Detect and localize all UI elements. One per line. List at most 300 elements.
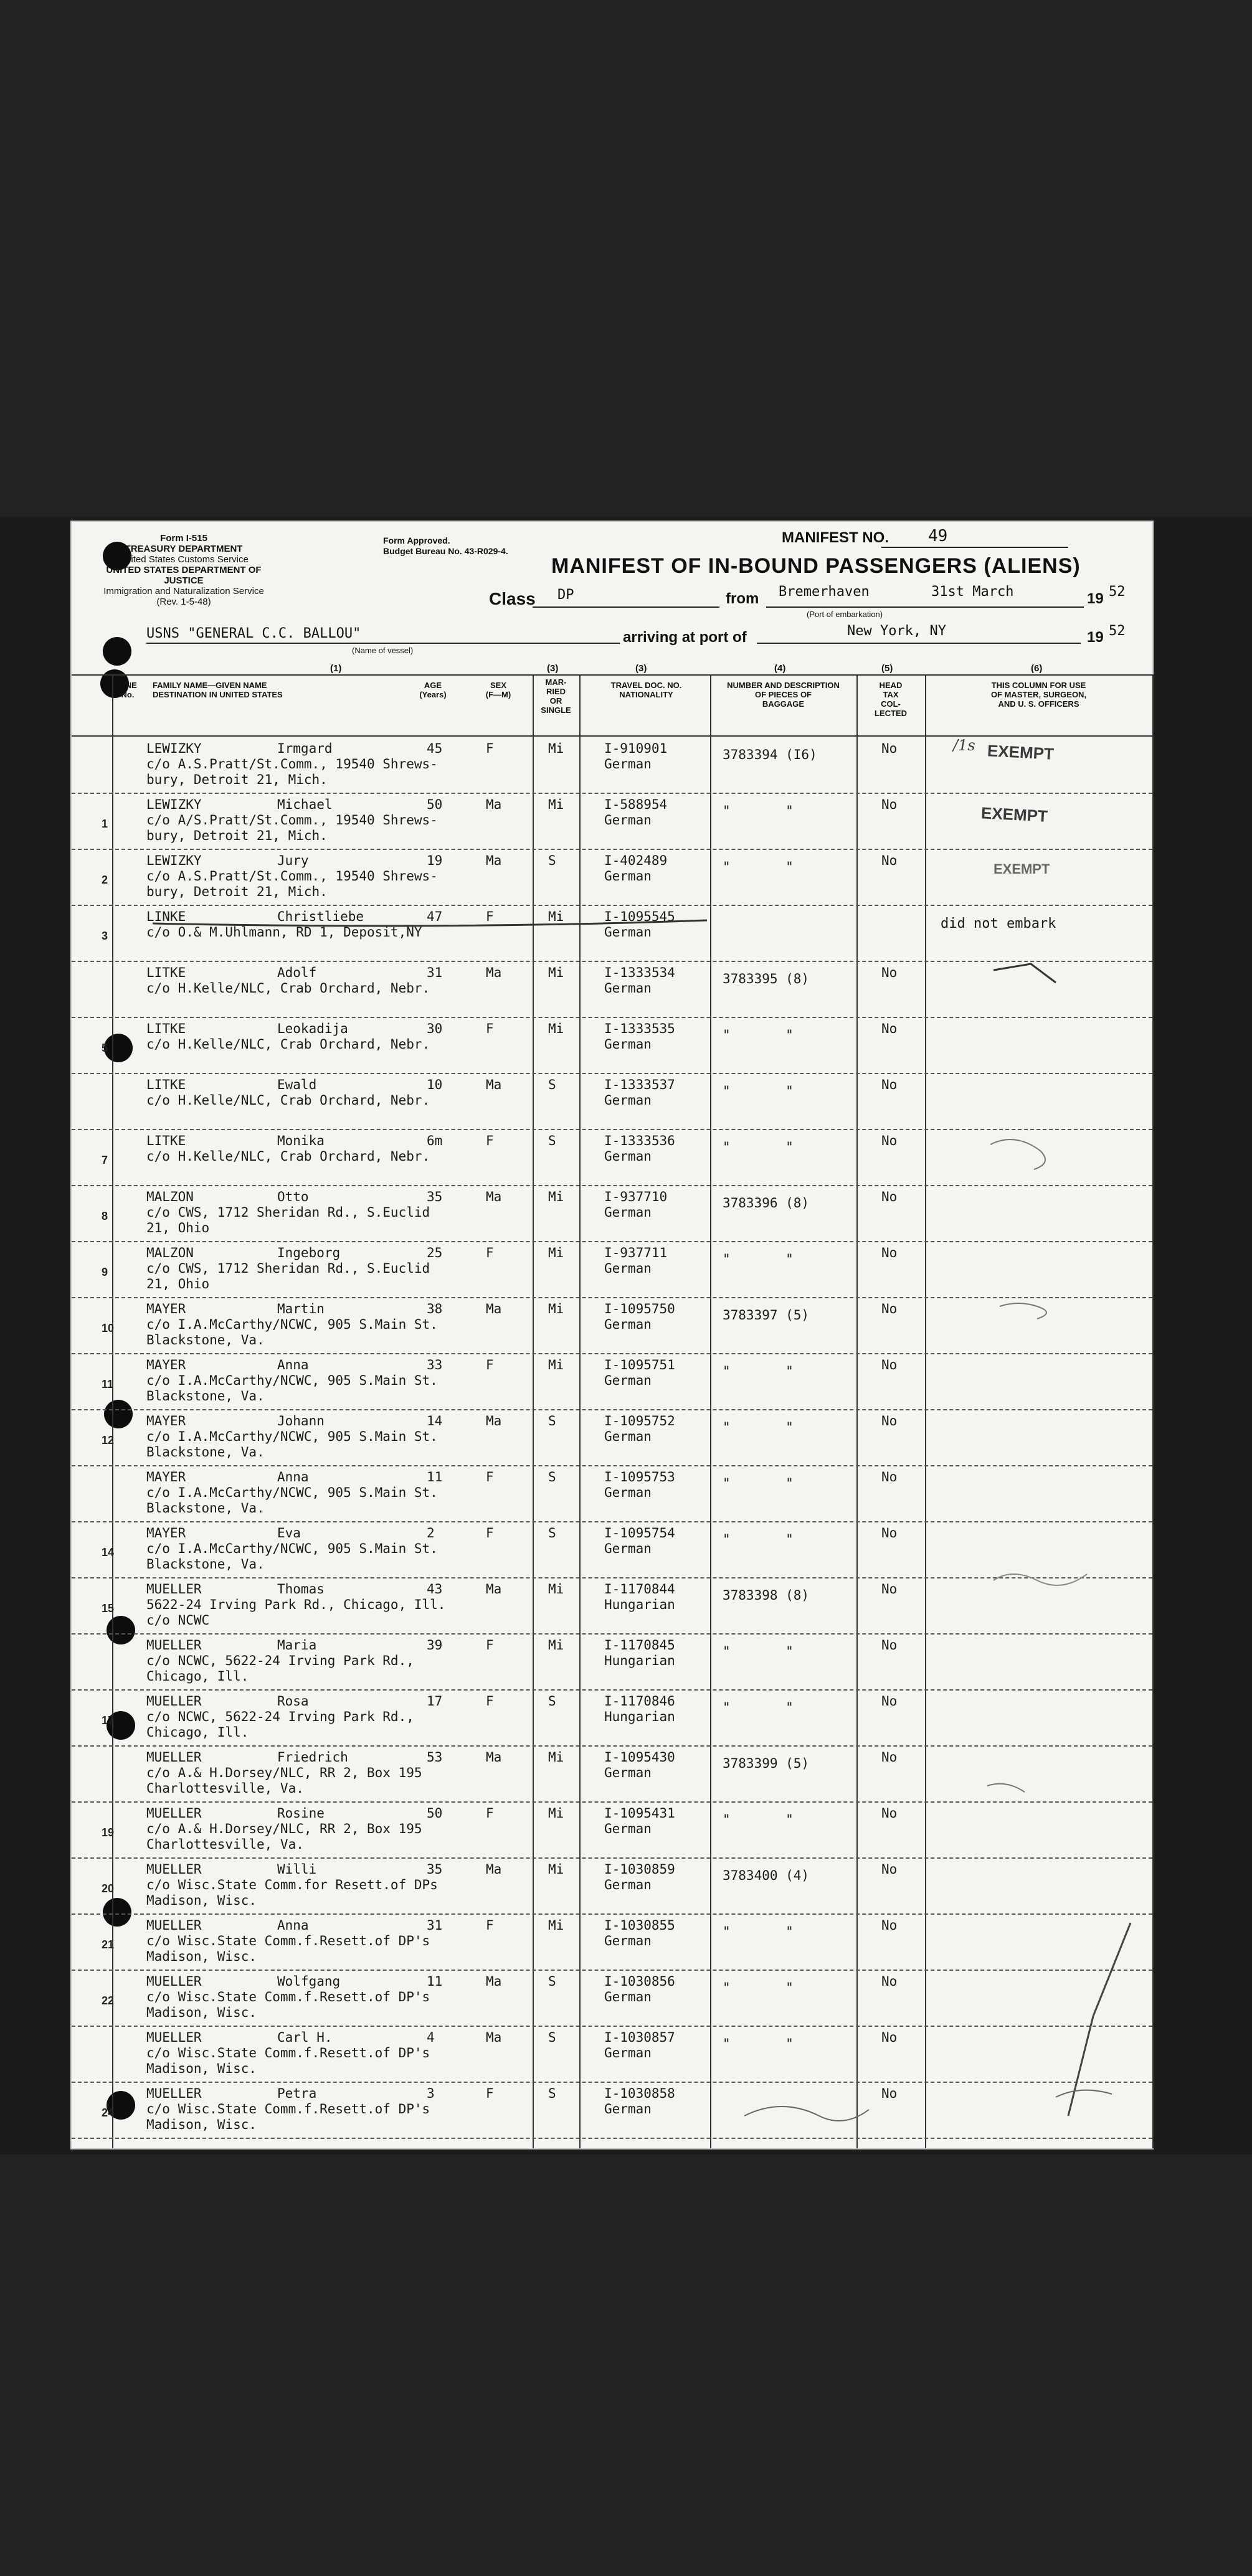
col-header-name: FAMILY NAME—GIVEN NAME DESTINATION IN UNITED STATES: [153, 681, 283, 699]
age: 3: [427, 2086, 435, 2101]
family-name: MAYER: [146, 1470, 186, 1484]
age: 25: [427, 1245, 443, 1260]
age: 31: [427, 965, 443, 980]
destination-line-1: 5622-24 Irving Park Rd., Chicago, Ill.: [146, 1597, 446, 1612]
given-name: Rosine: [277, 1806, 325, 1821]
given-name: Eva: [277, 1526, 301, 1540]
destination-line-1: c/o Wisc.State Comm.f.Resett.of DP's: [146, 1933, 430, 1948]
baggage: " ": [723, 1420, 794, 1435]
baggage: " ": [723, 2036, 794, 2051]
baggage: " ": [723, 1364, 794, 1379]
destination-line-2: Chicago, Ill.: [146, 1669, 249, 1684]
col-header-marital: MAR- RIED OR SINGLE: [541, 677, 571, 715]
line-number: 7: [102, 1154, 108, 1166]
col-num-marital: (3): [547, 663, 559, 674]
nationality: German: [604, 757, 652, 771]
budget-bureau: Budget Bureau No. 43-R029-4.: [383, 546, 508, 556]
head-tax: No: [881, 741, 898, 756]
table-row: [72, 1185, 1152, 1242]
given-name: Anna: [277, 1470, 309, 1484]
head-tax: No: [881, 853, 898, 868]
col-header-tax: HEAD TAX COL- LECTED: [875, 681, 907, 718]
given-name: Ewald: [277, 1077, 317, 1092]
destination-line-1: c/o H.Kelle/NLC, Crab Orchard, Nebr.: [146, 1149, 430, 1164]
baggage: 3783395 (8): [723, 971, 810, 986]
destination-line-1: c/o I.A.McCarthy/NCWC, 905 S.Main St.: [146, 1429, 438, 1444]
destination-line-1: c/o A.& H.Dorsey/NLC, RR 2, Box 195: [146, 1765, 422, 1780]
given-name: Petra: [277, 2086, 317, 2101]
baggage: " ": [723, 1027, 794, 1042]
age: 50: [427, 797, 443, 812]
age: 14: [427, 1413, 443, 1428]
col-num-tax: (5): [881, 663, 893, 674]
embarkation-port: Bremerhaven: [779, 584, 870, 600]
marital-status: S: [548, 2086, 556, 2101]
sex: Ma: [486, 1413, 502, 1428]
destination-line-2: bury, Detroit 21, Mich.: [146, 884, 328, 899]
given-name: Thomas: [277, 1582, 325, 1597]
punch-hole: [103, 637, 131, 666]
family-name: LITKE: [146, 1077, 186, 1092]
sex: F: [486, 1021, 494, 1036]
destination-line-2: Charlottesville, Va.: [146, 1837, 304, 1852]
nationality: Hungarian: [604, 1597, 675, 1612]
col-header-sex: SEX (F—M): [485, 681, 511, 699]
head-tax: No: [881, 1974, 898, 1989]
form-revision: (Rev. 1-5-48): [156, 597, 211, 607]
travel-doc-no: I-1333535: [604, 1021, 675, 1036]
head-tax: No: [881, 1582, 898, 1597]
age: 6m: [427, 1133, 443, 1148]
table-row: [72, 1017, 1152, 1074]
family-name: MALZON: [146, 1189, 194, 1204]
table-row: [72, 1129, 1152, 1186]
age: 35: [427, 1189, 443, 1204]
baggage: " ": [723, 1476, 794, 1491]
col-num-officer: (6): [1031, 663, 1043, 674]
year-value-1: 52: [1109, 584, 1126, 600]
destination-line-1: c/o H.Kelle/NLC, Crab Orchard, Nebr.: [146, 1037, 430, 1052]
head-tax: No: [881, 1750, 898, 1765]
nationality: German: [604, 925, 652, 940]
destination-line-2: Charlottesville, Va.: [146, 1781, 304, 1796]
year-prefix-2: 19: [1087, 629, 1104, 646]
destination-line-1: c/o Wisc.State Comm.f.Resett.of DP's: [146, 2102, 430, 2116]
marital-status: Mi: [548, 1918, 564, 1933]
baggage: " ": [723, 1700, 794, 1715]
marital-status: Mi: [548, 1245, 564, 1260]
travel-doc-no: I-1030858: [604, 2086, 675, 2101]
travel-doc-no: I-1095754: [604, 1526, 675, 1540]
family-name: MUELLER: [146, 2030, 202, 2045]
table-row: [72, 2082, 1152, 2139]
baggage: " ": [723, 1924, 794, 1939]
given-name: Jury: [277, 853, 309, 868]
nationality: German: [604, 1205, 652, 1220]
line-number: 3: [102, 930, 108, 942]
family-name: LITKE: [146, 965, 186, 980]
sex: F: [486, 2086, 494, 2101]
age: 30: [427, 1021, 443, 1036]
table-row: [72, 1465, 1152, 1522]
travel-doc-no: I-1170846: [604, 1694, 675, 1709]
family-name: LITKE: [146, 1133, 186, 1148]
embarkation-date: 31st March: [931, 584, 1014, 600]
destination-line-1: c/o A/S.Pratt/St.Comm., 19540 Shrews-: [146, 813, 438, 828]
manifest-no-value: 49: [928, 527, 948, 545]
age: 11: [427, 1974, 443, 1989]
head-tax: No: [881, 1357, 898, 1372]
line-number: 24: [102, 2107, 115, 2119]
destination-line-1: c/o Wisc.State Comm.f.Resett.of DP's: [146, 2045, 430, 2060]
travel-doc-no: I-1030856: [604, 1974, 675, 1989]
family-name: LEWIZKY: [146, 797, 202, 812]
age: 17: [427, 1694, 443, 1709]
destination-line-1: c/o NCWC, 5622-24 Irving Park Rd.,: [146, 1709, 414, 1724]
sex: Ma: [486, 1974, 502, 1989]
family-name: LITKE: [146, 1021, 186, 1036]
line-number: 21: [102, 1938, 115, 1951]
table-row: [72, 1073, 1152, 1130]
given-name: Maria: [277, 1638, 317, 1653]
baggage: 3783398 (8): [723, 1588, 810, 1603]
family-name: MALZON: [146, 1245, 194, 1260]
manifest-page: [72, 522, 1152, 2148]
sex: Ma: [486, 1862, 502, 1877]
given-name: Michael: [277, 797, 333, 812]
class-label: Class: [489, 589, 536, 608]
head-tax: No: [881, 965, 898, 980]
destination-line-2: Chicago, Ill.: [146, 1725, 249, 1740]
line-number: 17: [102, 1714, 115, 1727]
marital-status: Mi: [548, 1750, 564, 1765]
marital-status: S: [548, 853, 556, 868]
col-header-line-no: LINE No.: [118, 681, 137, 699]
family-name: MUELLER: [146, 1862, 202, 1877]
destination-line-1: c/o H.Kelle/NLC, Crab Orchard, Nebr.: [146, 981, 430, 996]
sex: F: [486, 1638, 494, 1653]
exempt-stamp: EXEMPT: [980, 803, 1048, 826]
col-header-age: AGE (Years): [419, 681, 447, 699]
nationality: German: [604, 1933, 652, 1948]
head-tax: No: [881, 2086, 898, 2101]
table-row: [72, 1297, 1152, 1354]
table-row: [72, 1633, 1152, 1691]
baggage: " ": [723, 1644, 794, 1659]
line-number: 5: [102, 1042, 108, 1054]
marital-status: S: [548, 1526, 556, 1540]
age: 4: [427, 2030, 435, 2045]
destination-line-1: c/o A.& H.Dorsey/NLC, RR 2, Box 195: [146, 1821, 422, 1836]
destination-line-2: Madison, Wisc.: [146, 1949, 257, 1964]
manifest-no-underline: [881, 547, 1068, 548]
travel-doc-no: I-1095431: [604, 1806, 675, 1821]
marital-status: Mi: [548, 741, 564, 756]
age: 10: [427, 1077, 443, 1092]
travel-doc-no: I-1333534: [604, 965, 675, 980]
family-name: MUELLER: [146, 2086, 202, 2101]
nationality: German: [604, 813, 652, 828]
head-tax: No: [881, 1638, 898, 1653]
nationality: German: [604, 1149, 652, 1164]
given-name: Adolf: [277, 965, 317, 980]
sex: Ma: [486, 1077, 502, 1092]
age: 50: [427, 1806, 443, 1821]
destination-line-2: Madison, Wisc.: [146, 1893, 257, 1908]
family-name: LEWIZKY: [146, 741, 202, 756]
col-num-baggage: (4): [774, 663, 786, 674]
marital-status: Mi: [548, 1862, 564, 1877]
nationality: German: [604, 1261, 652, 1276]
given-name: Anna: [277, 1357, 309, 1372]
given-name: Willi: [277, 1862, 317, 1877]
nationality: German: [604, 2102, 652, 2116]
sex: F: [486, 1470, 494, 1484]
class-value: DP: [557, 587, 574, 603]
nationality: German: [604, 869, 652, 884]
page-title: MANIFEST OF IN-BOUND PASSENGERS (ALIENS): [551, 554, 1081, 578]
baggage: " ": [723, 803, 794, 818]
nationality: Hungarian: [604, 1709, 675, 1724]
nationality: German: [604, 1821, 652, 1836]
sex: Ma: [486, 2030, 502, 2045]
nationality: German: [604, 1093, 652, 1108]
family-name: MUELLER: [146, 1582, 202, 1597]
marital-status: Mi: [548, 909, 564, 924]
given-name: Otto: [277, 1189, 309, 1204]
age: 2: [427, 1526, 435, 1540]
year-value-2: 52: [1109, 623, 1126, 639]
family-name: MUELLER: [146, 1750, 202, 1765]
form-agency-block: [90, 533, 277, 607]
travel-doc-no: I-1095752: [604, 1413, 675, 1428]
head-tax: No: [881, 1918, 898, 1933]
line-number: 11: [102, 1378, 114, 1390]
exempt-stamp: EXEMPT: [994, 861, 1050, 877]
baggage: 3783396 (8): [723, 1196, 810, 1210]
travel-doc-no: I-588954: [604, 797, 668, 812]
nationality: Hungarian: [604, 1653, 675, 1668]
table-row: [72, 1521, 1152, 1578]
sex: Ma: [486, 1582, 502, 1597]
col-num-name: (1): [330, 663, 342, 674]
marital-status: S: [548, 1077, 556, 1092]
arrival-underline: [757, 643, 1081, 644]
table-row: [72, 1913, 1152, 1971]
treasury-dept: TREASURY DEPARTMENT: [125, 544, 243, 554]
travel-doc-no: I-1030859: [604, 1862, 675, 1877]
justice-dept: UNITED STATES DEPARTMENT OF JUSTICE: [106, 565, 262, 586]
family-name: MUELLER: [146, 1638, 202, 1653]
table-row: [72, 1577, 1152, 1635]
destination-line-1: c/o O.& M.Uhlmann, RD 1, Deposit,NY: [146, 925, 422, 940]
destination-line-2: Madison, Wisc.: [146, 2061, 257, 2076]
table-row: [72, 1801, 1152, 1859]
table-row: [72, 1353, 1152, 1410]
travel-doc-no: I-937710: [604, 1189, 668, 1204]
destination-line-2: 21, Ohio: [146, 1276, 210, 1291]
given-name: Ingeborg: [277, 1245, 341, 1260]
customs-service: United States Customs Service: [119, 554, 249, 565]
given-name: Monika: [277, 1133, 325, 1148]
vessel-name: USNS "GENERAL C.C. BALLOU": [146, 626, 361, 641]
given-name: Irmgard: [277, 741, 333, 756]
table-row: [72, 1745, 1152, 1803]
line-number: 9: [102, 1266, 108, 1278]
destination-line-1: c/o CWS, 1712 Sheridan Rd., S.Euclid: [146, 1205, 430, 1220]
given-name: Carl H.: [277, 2030, 333, 2045]
age: 47: [427, 909, 443, 924]
table-row: [72, 849, 1152, 906]
family-name: MUELLER: [146, 1694, 202, 1709]
head-tax: No: [881, 1862, 898, 1877]
head-tax: No: [881, 1470, 898, 1484]
head-tax: No: [881, 797, 898, 812]
baggage: " ": [723, 1980, 794, 1995]
family-name: MAYER: [146, 1357, 186, 1372]
travel-doc-no: I-910901: [604, 741, 668, 756]
travel-doc-no: I-1095750: [604, 1301, 675, 1316]
travel-doc-no: I-1095753: [604, 1470, 675, 1484]
from-label: from: [726, 590, 759, 607]
destination-line-2: Blackstone, Va.: [146, 1445, 265, 1460]
table-row: [72, 2026, 1152, 2083]
given-name: Friedrich: [277, 1750, 348, 1765]
marital-status: S: [548, 1470, 556, 1484]
age: 53: [427, 1750, 443, 1765]
sex: F: [486, 1918, 494, 1933]
nationality: German: [604, 1485, 652, 1500]
given-name: Martin: [277, 1301, 325, 1316]
baggage: " ": [723, 1083, 794, 1098]
sex: F: [486, 1357, 494, 1372]
nationality: German: [604, 1541, 652, 1556]
vessel-underline: [146, 643, 620, 644]
nationality: German: [604, 1373, 652, 1388]
nationality: German: [604, 1317, 652, 1332]
sex: F: [486, 909, 494, 924]
given-name: Rosa: [277, 1694, 309, 1709]
destination-line-1: c/o Wisc.State Comm.for Resett.of DPs: [146, 1877, 438, 1892]
film-border-bottom: [0, 2154, 1252, 2576]
initials-annotation: /1s: [953, 737, 975, 754]
sex: Ma: [486, 797, 502, 812]
destination-line-1: c/o I.A.McCarthy/NCWC, 905 S.Main St.: [146, 1541, 438, 1556]
destination-line-1: c/o I.A.McCarthy/NCWC, 905 S.Main St.: [146, 1485, 438, 1500]
sex: Ma: [486, 1301, 502, 1316]
marital-status: Mi: [548, 797, 564, 812]
sex: F: [486, 1806, 494, 1821]
travel-doc-no: I-1170844: [604, 1582, 675, 1597]
marital-status: Mi: [548, 1582, 564, 1597]
nationality: German: [604, 1429, 652, 1444]
age: 19: [427, 853, 443, 868]
baggage: " ": [723, 1532, 794, 1547]
travel-doc-no: I-402489: [604, 853, 668, 868]
table-top-rule: [72, 674, 1152, 676]
destination-line-2: bury, Detroit 21, Mich.: [146, 828, 328, 843]
baggage: 3783397 (5): [723, 1308, 810, 1323]
table-row: [72, 1689, 1152, 1747]
given-name: Leokadija: [277, 1021, 348, 1036]
marital-status: Mi: [548, 1806, 564, 1821]
age: 11: [427, 1470, 443, 1484]
head-tax: No: [881, 1021, 898, 1036]
marital-status: Mi: [548, 1021, 564, 1036]
marital-status: S: [548, 1133, 556, 1148]
age: 31: [427, 1918, 443, 1933]
sex: Ma: [486, 853, 502, 868]
travel-doc-no: I-1170845: [604, 1638, 675, 1653]
head-tax: No: [881, 1133, 898, 1148]
marital-status: Mi: [548, 1357, 564, 1372]
family-name: LINKE: [146, 909, 186, 924]
destination-line-2: Blackstone, Va.: [146, 1501, 265, 1516]
head-tax: No: [881, 1413, 898, 1428]
from-underline: [766, 606, 1084, 608]
line-number: 8: [102, 1210, 108, 1222]
age: 45: [427, 741, 443, 756]
baggage: " ": [723, 1252, 794, 1267]
form-approved: Form Approved.: [383, 535, 450, 545]
age: 33: [427, 1357, 443, 1372]
table-row: [72, 905, 1152, 962]
table-row: [72, 1857, 1152, 1915]
age: 43: [427, 1582, 443, 1597]
baggage: " ": [723, 1812, 794, 1827]
col-header-officer: THIS COLUMN FOR USE OF MASTER, SURGEON, AND U. S. OFFICERS: [990, 681, 1087, 709]
destination-line-2: Blackstone, Va.: [146, 1389, 265, 1404]
table-row: [72, 1970, 1152, 2027]
given-name: Christliebe: [277, 909, 364, 924]
port-of-embarkation-caption: (Port of embarkation): [807, 610, 883, 619]
destination-line-1: c/o I.A.McCarthy/NCWC, 905 S.Main St.: [146, 1317, 438, 1332]
marital-status: S: [548, 1694, 556, 1709]
age: 39: [427, 1638, 443, 1653]
sex: F: [486, 741, 494, 756]
col-header-doc: TRAVEL DOC. NO. NATIONALITY: [610, 681, 682, 699]
destination-line-1: c/o Wisc.State Comm.f.Resett.of DP's: [146, 1989, 430, 2004]
col-num-doc: (3): [635, 663, 647, 674]
marital-status: S: [548, 1413, 556, 1428]
head-tax: No: [881, 1301, 898, 1316]
line-number: 22: [102, 1994, 115, 2007]
travel-doc-no: I-1030857: [604, 2030, 675, 2045]
line-number: 20: [102, 1882, 115, 1895]
sex: F: [486, 1245, 494, 1260]
family-name: LEWIZKY: [146, 853, 202, 868]
arriving-label: arriving at port of: [623, 629, 747, 646]
destination-line-1: c/o CWS, 1712 Sheridan Rd., S.Euclid: [146, 1261, 430, 1276]
vessel-caption: (Name of vessel): [352, 646, 414, 655]
form-approval-block: [383, 535, 545, 557]
ins-service: Immigration and Naturalization Service: [103, 586, 264, 597]
family-name: MAYER: [146, 1413, 186, 1428]
marital-status: S: [548, 2030, 556, 2045]
baggage: 3783400 (4): [723, 1868, 810, 1883]
travel-doc-no: I-1333537: [604, 1077, 675, 1092]
destination-line-2: Blackstone, Va.: [146, 1557, 265, 1572]
nationality: German: [604, 2045, 652, 2060]
marital-status: S: [548, 1974, 556, 1989]
age: 38: [427, 1301, 443, 1316]
head-tax: No: [881, 1245, 898, 1260]
destination-line-1: c/o H.Kelle/NLC, Crab Orchard, Nebr.: [146, 1093, 430, 1108]
travel-doc-no: I-1095545: [604, 909, 675, 924]
destination-line-1: c/o I.A.McCarthy/NCWC, 905 S.Main St.: [146, 1373, 438, 1388]
given-name: Johann: [277, 1413, 325, 1428]
line-number: 10: [102, 1322, 115, 1334]
